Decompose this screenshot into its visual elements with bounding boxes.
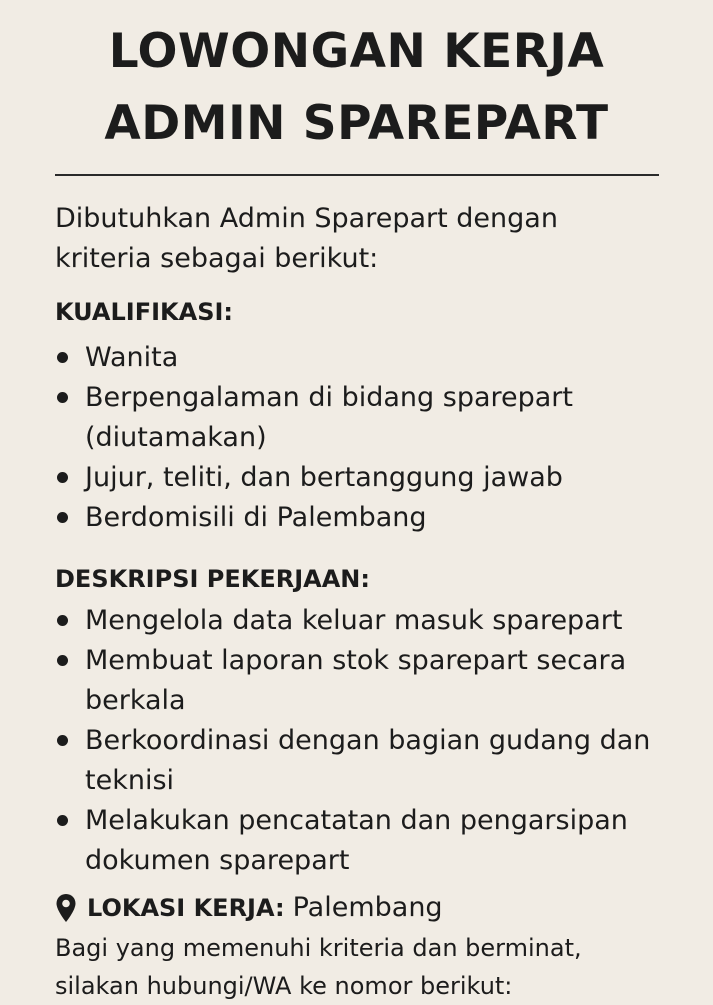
qualifications-list (55, 338, 695, 538)
closing-line-2: silakan hubungi/WA ke nomor berikut: (55, 972, 513, 1000)
list-item (55, 641, 695, 721)
location-line (55, 888, 443, 928)
list-item (55, 801, 695, 881)
intro-line-1: Dibutuhkan Admin Sparepart dengan (55, 203, 558, 234)
list-item-text: Membuat laporan stok sparepart secara berkala (85, 645, 627, 716)
bullet-icon (57, 512, 68, 523)
title-line-1: LOWONGAN KERJA (108, 24, 605, 79)
list-item-text: Berkoordinasi dengan bagian gudang dan teknisi (85, 725, 651, 796)
list-item (55, 458, 695, 498)
list-item (55, 338, 695, 378)
bullet-icon (57, 392, 68, 403)
title-line-2: ADMIN SPAREPART (104, 96, 609, 151)
bullet-icon (57, 472, 68, 483)
list-item (55, 498, 695, 538)
job-description-heading: DESKRIPSI PEKERJAAN: (55, 565, 370, 593)
intro-line-2: kriteria sebagai berikut: (55, 243, 379, 274)
location-label: LOKASI KERJA: (87, 894, 285, 922)
list-item (55, 721, 695, 801)
bullet-icon (57, 655, 68, 666)
divider (55, 174, 659, 176)
list-item-text: Melakukan pencatatan dan pengarsipan dokumen sparepart (85, 805, 628, 876)
list-item-text: Jujur, teliti, dan bertanggung jawab (85, 462, 563, 493)
list-item-text: Mengelola data keluar masuk sparepart (85, 605, 623, 636)
list-item (55, 378, 695, 458)
list-item-text: Wanita (85, 342, 179, 373)
bullet-icon (57, 735, 68, 746)
list-item-text: Berdomisili di Palembang (85, 502, 427, 533)
bullet-icon (57, 815, 68, 826)
location-value: Palembang (292, 892, 443, 923)
qualifications-heading: KUALIFIKASI: (55, 298, 234, 326)
closing-line-1: Bagi yang memenuhi kriteria dan berminat, (55, 934, 582, 962)
list-item-text: Berpengalaman di bidang sparepart (diutamakan) (85, 382, 573, 453)
map-pin-icon (55, 893, 77, 923)
list-item (55, 601, 695, 641)
bullet-icon (57, 615, 68, 626)
job-description-list (55, 601, 695, 881)
bullet-icon (57, 352, 68, 363)
